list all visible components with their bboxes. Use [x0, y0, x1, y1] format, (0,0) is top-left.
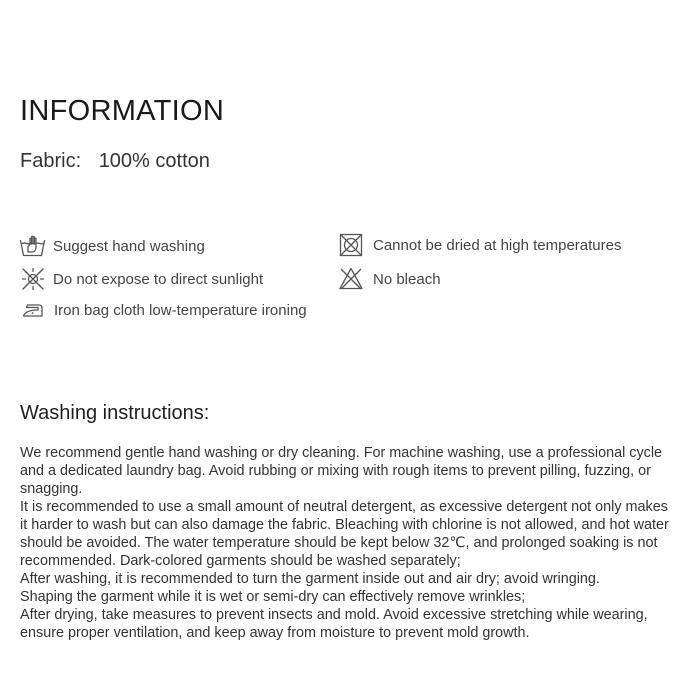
no-bleach-icon [339, 267, 363, 291]
information-title: INFORMATION [20, 95, 225, 127]
washing-line: We recommend gentle hand washing or dry cleaning. For machine washing, use a professional cycle and a dedicated laundry bag. Avoid rubbing or mixing with rough items to prevent pilling, fuzzing, or snagging. [20, 445, 663, 497]
care-text-no-sunlight: Do not expose to direct sunlight [53, 270, 264, 288]
care-text-no-tumble-dry: Cannot be dried at high temperatures [373, 236, 622, 254]
washing-line: After drying, take measures to prevent insects and mold. Avoid excessive stretching while wearing, ensure proper ventilation, and keep away from moisture to prevent mold growth. [20, 607, 648, 641]
washing-paragraph [20, 444, 670, 642]
fabric-label: Fabric: [20, 150, 82, 172]
care-item-no-bleach [339, 267, 441, 291]
care-text-iron-low: Iron bag cloth low-temperature ironing [54, 301, 307, 319]
washing-heading: Washing instructions: [20, 402, 210, 424]
washing-line: Shaping the garment while it is wet or semi-dry can effectively remove wrinkles; [20, 589, 526, 605]
fabric-line [20, 150, 210, 173]
washing-line: It is recommended to use a small amount of neutral detergent, as excessive detergent not only makes it harder to wash but can also damage the fabric. Bleaching with chlorine is not allowed, and hot water should be avoided. The water temperature should be kept below 32℃, and prolonged soaking is not recommended. Dark-colored garments should be washed separately; [20, 499, 669, 569]
no-tumble-dry-icon [339, 233, 363, 257]
care-item-iron-low [22, 299, 307, 321]
no-sunlight-icon [21, 267, 45, 291]
iron-low-icon [22, 299, 44, 321]
care-item-no-sunlight [21, 267, 263, 291]
care-item-no-tumble-dry [339, 233, 622, 257]
washing-line: After washing, it is recommended to turn the garment inside out and air dry; avoid wringing. [20, 571, 600, 587]
care-item-hand-wash [19, 234, 205, 258]
fabric-value: 100% cotton [98, 150, 210, 172]
care-text-no-bleach: No bleach [373, 270, 441, 288]
care-text-hand-wash: Suggest hand washing [53, 237, 205, 255]
hand-wash-icon [19, 234, 47, 258]
